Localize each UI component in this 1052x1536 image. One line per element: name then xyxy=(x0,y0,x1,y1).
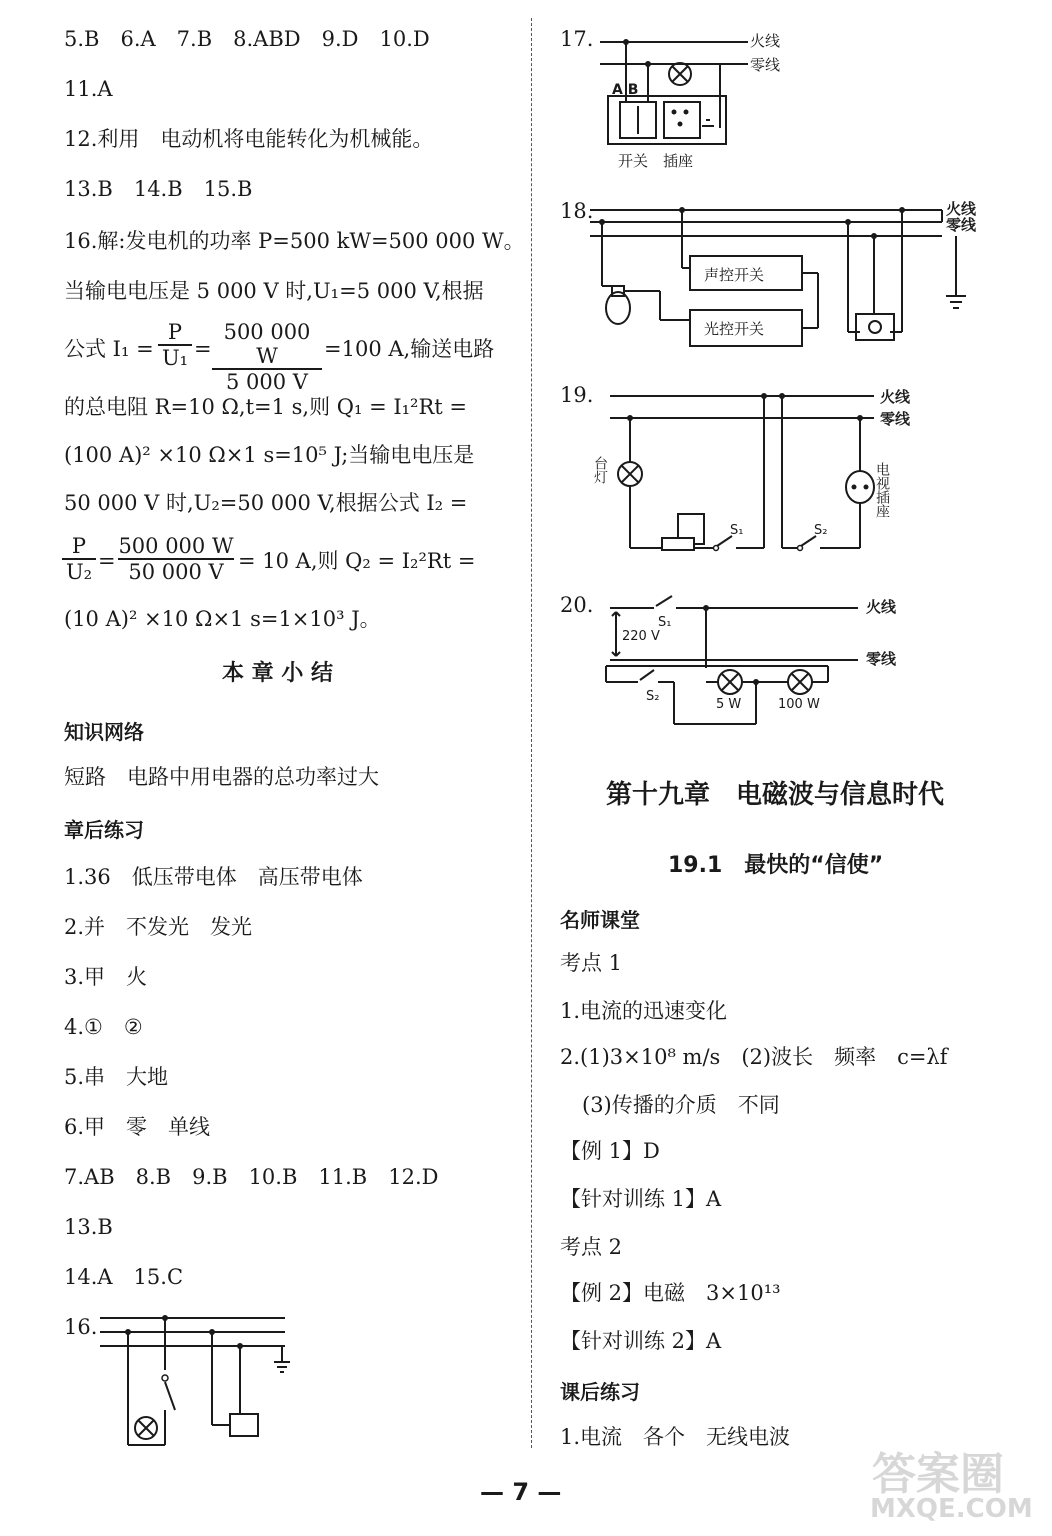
switch-s1-label: S₁ xyxy=(730,523,744,538)
sound-switch-label: 声控开关 xyxy=(704,266,765,284)
subheading: 章后练习 xyxy=(64,818,144,842)
light-switch-label: 光控开关 xyxy=(704,320,765,338)
chapter-title: 第十九章 电磁波与信息时代 xyxy=(606,780,945,810)
keypoint-label: 考点 2 xyxy=(560,1235,623,1259)
fraction-denominator: 50 000 V xyxy=(118,558,234,584)
answer-line: 6.甲 零 单线 xyxy=(64,1115,211,1139)
voltage-label: 220 V xyxy=(622,629,660,644)
subheading: 知识网络 xyxy=(64,720,144,744)
circuit-diagram-18 xyxy=(590,196,1000,366)
switch-s2-label: S₂ xyxy=(646,689,660,704)
live-wire-label: 火线 xyxy=(880,388,911,406)
answer-line: 7.AB 8.B 9.B 10.B 11.B 12.D xyxy=(64,1165,439,1189)
circuit-diagram-17 xyxy=(590,28,800,173)
answer-line: 【例 2】电磁 3×10¹³ xyxy=(560,1281,781,1305)
answer-line: 5.B 6.A 7.B 8.ABD 9.D 10.D xyxy=(64,27,430,51)
ab-label: A B xyxy=(612,82,639,98)
switch-s1-label: S₁ xyxy=(658,615,672,630)
question-number: 17. xyxy=(560,27,594,51)
solution-line: 的总电阻 R=10 Ω,t=1 s,则 Q₁ = I₁²Rt = xyxy=(64,395,467,419)
answer-line: 【针对训练 1】A xyxy=(560,1187,722,1211)
live-wire-label: 火线 xyxy=(946,200,977,218)
neutral-wire-label: 零线 xyxy=(946,216,977,234)
solution-line: = 10 A,则 Q₂ = I₂²Rt = xyxy=(238,549,476,573)
circuit-diagram-19 xyxy=(592,384,926,564)
answer-line: 13.B 14.B 15.B xyxy=(64,177,253,201)
equals-sign: = xyxy=(98,549,116,573)
watermark-logo: 答案圈 xyxy=(872,1449,1004,1500)
answer-line: 1.电流的迅速变化 xyxy=(560,999,728,1023)
fraction-denominator: 5 000 V xyxy=(212,368,322,394)
neutral-wire-label: 零线 xyxy=(880,410,911,428)
subheading: 名师课堂 xyxy=(560,908,640,932)
answer-line: 12.利用 电动机将电能转化为机械能。 xyxy=(64,127,434,151)
solution-line: =100 A,输送电路 xyxy=(324,337,495,361)
neutral-wire-label: 零线 xyxy=(866,650,897,668)
solution-line: 公式 I₁ = xyxy=(64,337,154,361)
circuit-diagram-16 xyxy=(90,1310,300,1450)
neutral-wire-label: 零线 xyxy=(750,56,781,74)
live-wire-label: 火线 xyxy=(750,32,781,50)
answer-line: 【针对训练 2】A xyxy=(560,1329,722,1353)
fraction-numerator: P xyxy=(167,320,183,344)
live-wire-label: 火线 xyxy=(866,598,897,616)
fraction-numerator: P xyxy=(71,534,87,558)
keypoint-label: 考点 1 xyxy=(560,951,623,975)
answer-line: 13.B xyxy=(64,1215,113,1239)
fraction-numerator: 500 000 W xyxy=(118,534,234,558)
answer-line: 短路 电路中用电器的总功率过大 xyxy=(64,765,379,789)
fraction xyxy=(158,320,192,370)
fraction xyxy=(62,534,96,584)
answer-line: (3)传播的介质 不同 xyxy=(582,1093,780,1117)
solution-line: 16.解:发电机的功率 P=500 kW=500 000 W。 xyxy=(64,229,525,253)
question-number: 20. xyxy=(560,593,594,617)
bulb-100w-label: 100 W xyxy=(778,697,820,712)
desk-lamp-label: 台灯 xyxy=(592,456,608,484)
question-number: 18. xyxy=(560,199,594,223)
solution-line: 当输电电压是 5 000 V 时,U₁=5 000 V,根据 xyxy=(64,279,484,303)
answer-line: 16. xyxy=(64,1315,98,1339)
answer-line: 14.A 15.C xyxy=(64,1265,184,1289)
subheading: 课后练习 xyxy=(560,1380,640,1404)
fraction xyxy=(212,320,322,394)
caption: 开关 插座 xyxy=(618,152,694,170)
answer-line: 11.A xyxy=(64,77,113,101)
column-divider xyxy=(531,18,532,1448)
tv-socket-label: 电视插座 xyxy=(874,462,890,518)
answer-line: 5.串 大地 xyxy=(64,1065,169,1089)
answer-line: 【例 1】D xyxy=(560,1139,660,1163)
fraction-denominator: U₁ xyxy=(158,344,192,370)
section-title: 本 章 小 结 xyxy=(222,661,333,686)
answer-line: 4.① ② xyxy=(64,1015,143,1039)
section-title: 19.1 最快的“信使” xyxy=(668,853,884,878)
solution-line: (100 A)² ×10 Ω×1 s=10⁵ J;当输电电压是 xyxy=(64,443,475,467)
answer-line: 3.甲 火 xyxy=(64,965,148,989)
answer-line: 1.电流 各个 无线电波 xyxy=(560,1425,791,1449)
fraction-numerator: 500 000 W xyxy=(223,320,311,368)
page-number: — 7 — xyxy=(480,1478,562,1506)
answer-line: 2.并 不发光 发光 xyxy=(64,915,253,939)
solution-line: 50 000 V 时,U₂=50 000 V,根据公式 I₂ = xyxy=(64,491,468,515)
answer-line: 2.(1)3×10⁸ m/s (2)波长 频率 c=λf xyxy=(560,1045,948,1069)
equals-sign: = xyxy=(194,337,212,361)
watermark-url: MXQE.COM xyxy=(870,1494,1033,1524)
switch-s2-label: S₂ xyxy=(814,523,828,538)
bulb-5w-label: 5 W xyxy=(716,697,742,712)
circuit-diagram-20 xyxy=(596,590,926,730)
fraction-denominator: U₂ xyxy=(62,558,96,584)
fraction xyxy=(118,534,234,584)
answer-line: 1.36 低压带电体 高压带电体 xyxy=(64,865,363,889)
question-number: 19. xyxy=(560,383,594,407)
solution-line: (10 A)² ×10 Ω×1 s=1×10³ J。 xyxy=(64,607,381,631)
